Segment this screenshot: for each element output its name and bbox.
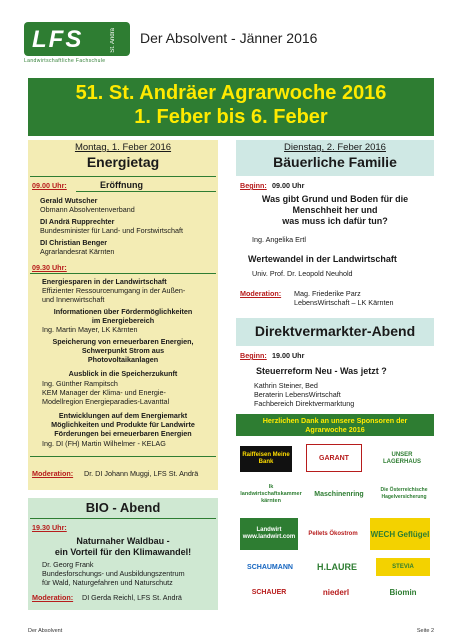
talk-speaker-role: für Wald, Naturgefahren und Naturschutz: [42, 578, 173, 587]
lfs-logo: [24, 22, 130, 56]
sponsor-landwirt-logo: Landwirt www.landwirt.com: [240, 518, 298, 550]
footer-publication: Der Absolvent: [28, 628, 63, 634]
start-label: Beginn:: [240, 181, 267, 190]
sponsor-schauer-logo: SCHAUER: [251, 588, 287, 596]
moderation-label: Moderation:: [32, 593, 74, 602]
speaker-name: DI Andrä Rupprechter: [40, 217, 115, 226]
start-time: 19.00 Uhr: [272, 351, 305, 360]
speaker-role: Agrarlandesrat Kärnten: [40, 247, 115, 256]
talk-speaker: Ing. Angelika Ertl: [252, 235, 306, 244]
moderator-name: Mag. Friederike Parz: [294, 289, 361, 298]
time-label: 19.30 Uhr:: [32, 523, 67, 532]
talk-title: im Energiebereich: [91, 316, 155, 325]
sponsor-schaumann-logo: SCHAUMANN: [247, 563, 293, 571]
day-title: Energietag: [86, 154, 160, 170]
talk-speaker-role: Fachbereich Direktvermarktung: [254, 399, 355, 408]
logo-subtext: St. Andrä: [110, 28, 116, 53]
energietag-section: [28, 140, 218, 490]
day-date: Dienstag, 2. Feber 2016: [284, 142, 386, 153]
talk-title: Speicherung von erneuerbaren Energien,: [52, 337, 194, 346]
start-time: 09.00 Uhr: [272, 181, 305, 190]
day-title: Bäuerliche Familie: [273, 154, 397, 170]
talk-title: was muss ich dafür tun?: [282, 216, 388, 226]
sponsor-lagerhaus-logo: UNSER LAGERHAUS: [382, 452, 421, 465]
sponsor-wech-logo: WECH Geflügel: [370, 518, 430, 550]
day-header: [28, 140, 218, 176]
talk-speaker-role: Beraterin LebensWirtschaft: [254, 390, 341, 399]
bio-title: BIO - Abend: [85, 500, 161, 515]
talk-speaker: Univ. Prof. Dr. Leopold Neuhold: [252, 269, 353, 278]
day-header: [236, 140, 434, 176]
divider: [76, 191, 216, 192]
talk-title: Photovoltaikanlagen: [87, 355, 159, 364]
talk-subtitle: Effizienter Ressourcenumgang in der Außen-: [42, 286, 186, 295]
sponsor-laure-logo: H.LAURE: [317, 561, 357, 572]
bio-abend-section: [28, 498, 218, 610]
event-banner: [28, 78, 434, 136]
talk-title: Menschheit her und: [292, 205, 378, 215]
sponsors-banner-line: Agrarwoche 2016: [305, 425, 365, 434]
talk-title: Schwerpunkt Strom aus: [81, 346, 165, 355]
sponsors-section: [236, 414, 434, 614]
talk-speaker-role: KEM Manager der Klima- und Energie-: [42, 388, 166, 397]
sponsor-garant-logo: GARANT: [306, 444, 362, 472]
evening-title: Direktvermarkter-Abend: [254, 323, 416, 339]
talk-title: Was gibt Grund und Boden für die: [261, 194, 409, 204]
sponsor-lk-logo: lk landwirtschaftskammer kärnten: [240, 483, 302, 504]
talk-subtitle: und Innenwirtschaft: [42, 295, 105, 304]
talk-title: Wertewandel in der Landwirtschaft: [248, 254, 397, 264]
time-label: 09.00 Uhr:: [32, 181, 67, 190]
banner-title: 51. St. Andräer Agrarwoche 2016: [75, 82, 387, 104]
baeuerliche-familie-section: [236, 140, 434, 410]
talk-speaker-role: Bundesforschungs- und Ausbildungszentrum: [42, 569, 185, 578]
talk-title: Steuerreform Neu - Was jetzt ?: [256, 366, 387, 376]
speaker-role: Bundesminister für Land- und Forstwirtschaft: [40, 226, 184, 235]
logo-tagline: Landwirtschaftliche Fachschule: [24, 58, 106, 64]
sponsor-niederl-logo: niederl: [322, 587, 350, 597]
talk-title: Möglichkeiten und Produkte für Landwirte: [51, 420, 195, 429]
speaker-role: Obmann Absolventenverband: [40, 205, 135, 214]
talk-speaker: Ing. Günther Rampitsch: [42, 379, 118, 388]
talk-title: Ausblick in die Speicherzukunft: [68, 369, 178, 378]
sponsor-pellets-logo: Pellets Ökostrom: [308, 530, 358, 537]
talk-speaker: Ing. DI (FH) Martin Wilhelmer - KELAG: [42, 439, 166, 448]
sponsor-maschinenring-logo: Maschinenring: [314, 490, 364, 498]
sponsor-raiffeisen-logo: Raiffeisen Meine Bank: [240, 446, 292, 472]
speaker-name: DI Christian Benger: [40, 238, 108, 247]
start-label: Beginn:: [240, 351, 267, 360]
talk-speaker: Ing. Martin Mayer, LK Kärnten: [42, 325, 138, 334]
sponsor-hagel-logo: Die Österreichische Hagelversicherung: [380, 487, 428, 500]
speaker-name: Gerald Wutscher: [40, 196, 98, 205]
sponsor-stevia-logo: STEVIA: [376, 558, 430, 576]
divider: [30, 518, 216, 519]
footer-page-number: Seite 2: [416, 628, 434, 634]
talk-title: Naturnaher Waldbau -: [76, 536, 170, 546]
sponsors-banner-line: Herzlichen Dank an unsere Sponsoren der: [262, 416, 408, 425]
newsletter-title: Der Absolvent - Jänner 2016: [140, 30, 318, 46]
talk-title: Energiesparen in der Landwirtschaft: [42, 277, 167, 286]
talk-speaker-role: Modellregion Energieparadies-Lavanttal: [42, 397, 170, 406]
moderator-name: Dr. DI Johann Muggi, LFS St. Andrä: [84, 469, 199, 478]
moderation-label: Moderation:: [32, 469, 74, 478]
sponsor-biomin-logo: Biomin: [389, 587, 417, 597]
talk-title: Informationen über Fördermöglichkeiten: [53, 307, 193, 316]
session-title: Eröffnung: [100, 180, 143, 190]
talk-speaker: Dr. Georg Frank: [42, 560, 94, 569]
day-date: Montag, 1. Feber 2016: [74, 142, 172, 153]
talk-title: Entwicklungen auf dem Energiemarkt: [58, 411, 188, 420]
moderation-label: Moderation:: [240, 289, 282, 298]
evening-header: [236, 318, 434, 346]
time-label: 09.30 Uhr:: [32, 263, 67, 272]
moderator-name: DI Gerda Reichl, LFS St. Andrä: [82, 593, 182, 602]
divider: [30, 273, 216, 274]
sponsors-banner: [236, 414, 434, 436]
banner-dates: 1. Feber bis 6. Feber: [134, 106, 328, 128]
divider: [30, 176, 216, 177]
talk-title: ein Vorteil für den Klimawandel!: [54, 547, 192, 557]
moderator-org: LebensWirtschaft – LK Kärnten: [294, 298, 394, 307]
talk-title: Förderungen bei erneuerbaren Energien: [54, 429, 192, 438]
page-header: [0, 0, 456, 80]
talk-speaker: Kathrin Steiner, Bed: [254, 381, 318, 390]
divider: [30, 456, 216, 457]
logo-text: LFS: [32, 26, 84, 53]
